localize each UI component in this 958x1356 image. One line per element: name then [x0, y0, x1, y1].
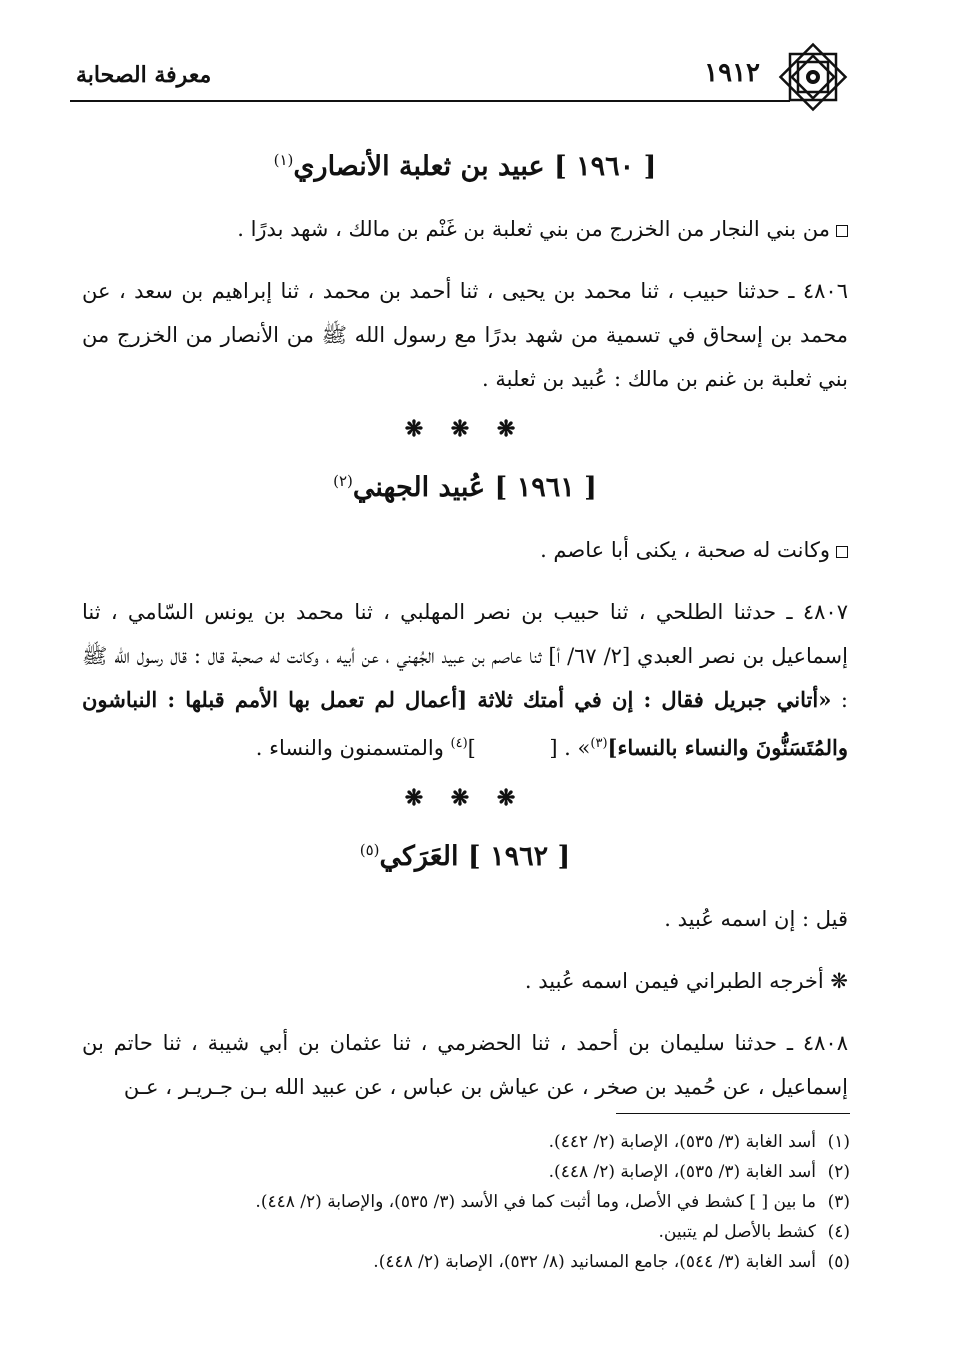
entry-intro-1961 — [82, 528, 848, 572]
footnote-text: ما بين [ ] كشط في الأصل، وما أثبت كما في الأسد (٣/ ٥٣٥)، والإصابة (٢/ ٤٤٨). — [255, 1192, 816, 1212]
entry-intro-1960 — [82, 207, 848, 251]
footnote-number: (٥) — [827, 1252, 850, 1272]
header-divider — [70, 100, 790, 102]
footnote-ref: (٥) — [359, 841, 380, 859]
entry-title-1962 — [82, 830, 848, 877]
footnote-number: (٤) — [827, 1222, 850, 1242]
book-title: معرفة الصحابة — [76, 62, 212, 88]
entry-line-1962-b: ❋ أخرجه الطبراني فيمن اسمه عُبيد . — [524, 969, 848, 993]
hadith-text: ] — [467, 736, 476, 760]
hadith-quote: «أتاني جبريل فقال : إن في أمتك ثلاثة [أعمال لم تعمل بها الأمم قبلها : النباشون والمُتَسَنُّونَ والنساء بالنساء] — [82, 687, 848, 760]
page-number: ١٩١٢ — [704, 58, 760, 88]
footnote-item — [170, 1217, 850, 1247]
section-separator: ❋ ❋ ❋ — [404, 785, 526, 811]
entry-title-text: [ ١٩٦٢ ] العَرَكي — [379, 841, 571, 872]
entry-line-1962-a: قيل : إن اسمه عُبيد . — [664, 907, 848, 931]
footnote-number: (٢) — [827, 1162, 850, 1182]
footnote-list — [170, 1127, 850, 1277]
erased-gap — [476, 736, 549, 760]
footnote-number: (٣) — [827, 1192, 850, 1212]
intro-text: من بني النجار من الخزرج من بني ثعلبة بن غَنْم بن مالك ، شهد بدرًا . — [237, 217, 830, 241]
hadith-text: ٤٨٠٧ ـ حدثنا الطلحي ، ثنا حبيب بن نصر المهلبي ، ثنا محمد بن يونس السّامي ، ثنا إسماعيل بن نصر العبدي [٢/ ٦٧/ أ] ثنا عاصم بن عبيد الجُهني ، عن أبيه ، وكانت له صحبة قال : قال رسول الله ﷺ : — [82, 600, 848, 712]
footnote-divider — [616, 1113, 850, 1114]
page-header — [70, 40, 850, 120]
hadith-text: » . [ — [549, 736, 591, 760]
footnote-ref: (١) — [273, 151, 294, 169]
footnote-item — [170, 1127, 850, 1157]
footnote-text: أسد الغابة (٣/ ٥٤٤)، جامع المسانيد (٨/ ٥٣٢)، الإصابة (٢/ ٤٤٨). — [373, 1252, 816, 1272]
entry-title-1960 — [82, 140, 848, 187]
octagram-ornament-icon — [776, 40, 850, 114]
intro-text: وكانت له صحبة ، يكنى أبا عاصم . — [540, 538, 830, 562]
entry-title-1961 — [82, 461, 848, 508]
hadith-4806: ٤٨٠٦ ـ حدثنا حبيب ، ثنا محمد بن يحيى ، ثنا أحمد بن محمد ، ثنا إبراهيم بن سعد ، عن محمد بن إسحاق في تسمية من شهد بدرًا مع رسول الله ﷺ من الأنصار من الخزرج من بني ثعلبة بن غنم بن مالك : عُبيد بن ثعلبة . — [82, 279, 848, 391]
footnote-ref: (٣) — [590, 736, 608, 751]
hadith-4807 — [82, 590, 848, 770]
footnote-item — [170, 1187, 850, 1217]
footnote-number: (١) — [827, 1132, 850, 1152]
footnote-text: أسد الغابة (٣/ ٥٣٥)، الإصابة (٢/ ٤٤٢). — [548, 1132, 816, 1152]
square-bullet-icon — [836, 546, 848, 558]
footnote-text: كشط بالأصل لم يتبين. — [658, 1222, 816, 1242]
footnote-ref: (٢) — [333, 472, 353, 490]
hadith-4808: ٤٨٠٨ ـ حدثنا سليمان بن أحمد ، ثنا الحضرمي ، ثنا عثمان بن أبي شيبة ، ثنا حاتم بن إسماعيل ، عن حُميد بن صخر ، عن عياش بن عباس ، عن عبيد الله بـن جـريـر ، عـن — [82, 1031, 848, 1099]
section-separator: ❋ ❋ ❋ — [404, 416, 526, 442]
square-bullet-icon — [836, 225, 848, 237]
footnote-text: أسد الغابة (٣/ ٥٣٥)، الإصابة (٢/ ٤٤٨). — [548, 1162, 816, 1182]
footnote-item — [170, 1247, 850, 1277]
entry-title-text: [ ١٩٦١ ] عُبيد الجهني — [352, 472, 597, 503]
hadith-text: والمتسمنون والنساء . — [255, 736, 451, 760]
footnote-ref: (٤) — [450, 736, 468, 751]
main-content — [82, 128, 848, 1119]
entry-title-text: [ ١٩٦٠ ] عبيد بن ثعلبة الأنصاري — [293, 151, 657, 182]
footnote-item — [170, 1157, 850, 1187]
